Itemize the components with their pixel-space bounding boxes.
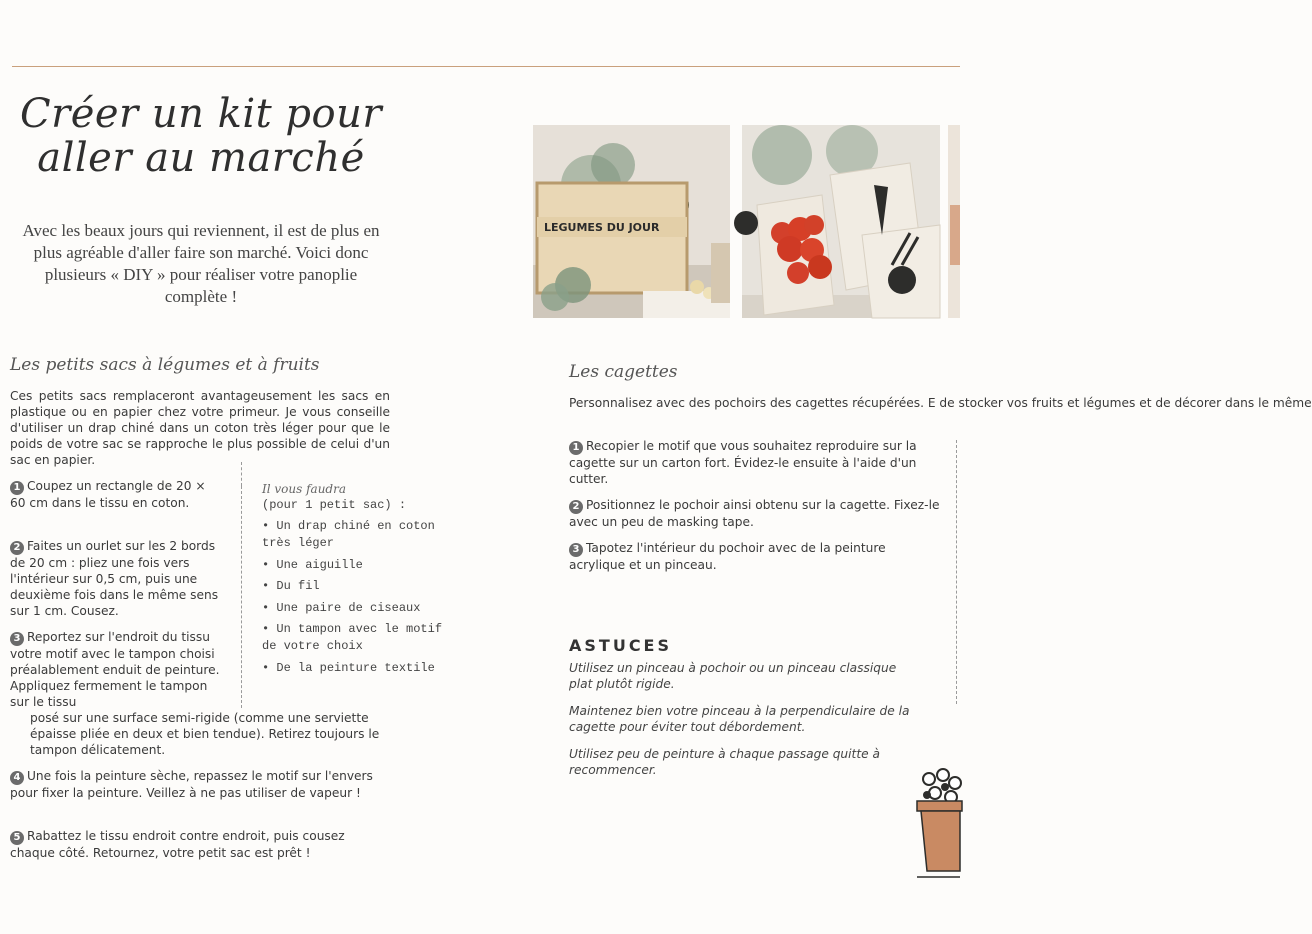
crates-heading: Les cagettes — [569, 362, 678, 382]
flower-pot-illustration — [915, 765, 960, 880]
step-text: Faites un ourlet sur les 2 bords de 20 cm : pliez une fois vers l'intérieur sur 0,5 cm, puis une deuxième fois dans le même sens sur 1 cm. Cousez. — [10, 539, 219, 618]
step-text: Reportez sur l'endroit du tissu votre motif avec le tampon choisi préalablement enduit de peinture. Appliquez fermement le tampon sur le tissu — [10, 630, 220, 709]
title-line-2: aller au marché — [37, 135, 365, 181]
materials-item: • Un drap chiné en coton très léger — [262, 519, 435, 550]
crates-divider — [956, 440, 957, 704]
tip-1: Utilisez un pinceau à pochoir ou un pinceau classique plat plutôt rigide. — [569, 661, 897, 691]
intro-text: Avec les beaux jours qui reviennent, il est de plus en plus agréable d'aller faire son marché. Voici donc plusieurs « DIY » pour réaliser votre panoplie complète ! — [22, 221, 380, 306]
photo-stamped-bags — [742, 125, 940, 318]
crates-step-2 — [569, 497, 941, 530]
step-text: Une fois la peinture sèche, repassez le motif sur l'envers pour fixer la peinture. Veillez à ne pas utiliser de vapeur ! — [10, 769, 373, 800]
materials-item: • De la peinture textile — [262, 660, 435, 675]
crates-step-1 — [569, 438, 941, 487]
materials-item: • Une paire de ciseaux — [262, 600, 421, 615]
step-number: 2 — [569, 500, 583, 514]
bags-heading: Les petits sacs à légumes et à fruits — [10, 355, 320, 375]
crates-step-3 — [569, 540, 941, 573]
step-number: 4 — [10, 771, 24, 785]
step-text: Tapotez l'intérieur du pochoir avec de la peinture acrylique et un pinceau. — [569, 541, 886, 572]
materials-heading: Il vous faudra — [262, 482, 346, 496]
bags-step-1 — [10, 478, 223, 511]
step-text: Recopier le motif que vous souhaitez reproduire sur la cagette sur un carton fort. Évidez-le ensuite à l'aide d'un cutter. — [569, 439, 917, 486]
tip-3: Utilisez peu de peinture à chaque passage quitte à recommencer. — [569, 747, 880, 777]
materials-box — [262, 482, 452, 681]
bags-step-2 — [10, 538, 223, 619]
crates-paragraph: Personnalisez avec des pochoirs des cagettes récupérées. E de stocker vos fruits et légumes et de décorer dans le même — [569, 396, 1312, 410]
title-line-1: Créer un kit pour — [19, 91, 383, 137]
bags-step-4 — [10, 768, 390, 801]
step-number: 5 — [10, 831, 24, 845]
step-text: Coupez un rectangle de 20 × 60 cm dans le tissu en coton. — [10, 479, 206, 510]
step-number: 3 — [569, 543, 583, 557]
materials-item: • Un tampon avec le motif de votre choix — [262, 622, 443, 653]
photo-partial-pot — [948, 125, 960, 318]
bags-step-5 — [10, 828, 390, 861]
tip-2: Maintenez bien votre pinceau à la perpendiculaire de la cagette pour éviter tout débordement. — [569, 704, 910, 734]
page-title — [16, 92, 386, 180]
bags-paragraph: Ces petits sacs remplaceront avantageusement les sacs en plastique ou en papier chez votre primeur. Je vous conseille d'utiliser un drap chiné dans un coton très léger pour que le poids de votre sac se rapproche le plus possible de celui d'un sac en papier. — [10, 389, 390, 467]
bags-step-3 — [10, 629, 223, 710]
step-number: 1 — [569, 441, 583, 455]
step-number: 2 — [10, 541, 24, 555]
tips-heading: ASTUCES — [569, 636, 673, 655]
step-text: Positionnez le pochoir ainsi obtenu sur la cagette. Fixez-le avec un peu de masking tape. — [569, 498, 940, 529]
materials-item: • Une aiguille — [262, 557, 363, 572]
bags-divider-2 — [241, 486, 242, 708]
materials-subheading: (pour 1 petit sac) : — [262, 498, 407, 512]
photo-vegetable-crate — [533, 125, 730, 318]
step-text: Rabattez le tissu endroit contre endroit, puis cousez chaque côté. Retournez, votre petit sac est prêt ! — [10, 829, 345, 860]
top-divider — [12, 66, 960, 67]
step-number: 3 — [10, 632, 24, 646]
materials-item: • Du fil — [262, 579, 320, 593]
crate-label: LEGUMES DU JOUR — [544, 221, 660, 234]
materials-list — [262, 518, 452, 677]
bags-step-3-continued: posé sur une surface semi-rigide (comme une serviette épaisse pliée en deux et bien tendue). Retirez toujours le tampon délicatement. — [30, 711, 380, 757]
step-number: 1 — [10, 481, 24, 495]
bags-divider-1 — [241, 462, 242, 486]
